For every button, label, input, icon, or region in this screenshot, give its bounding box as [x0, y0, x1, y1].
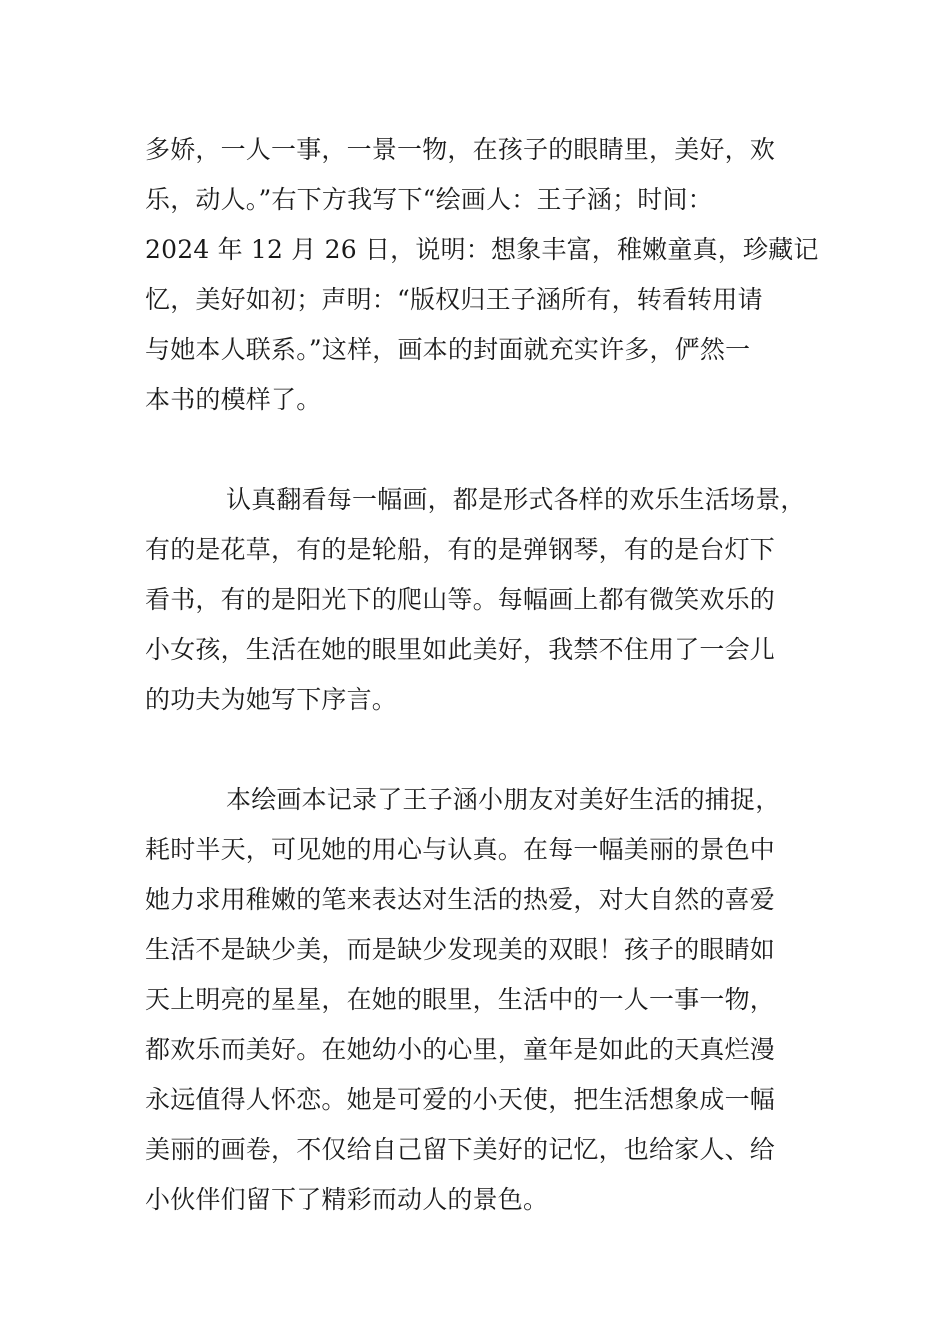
- paragraph-1-line-6: 本书的模样了。: [145, 385, 322, 414]
- paragraph-1-line-2: 乐，动人。”右下方我写下“绘画人：王子涵；时间：: [145, 185, 713, 214]
- paragraph-1-line-5: 与她本人联系。”这样，画本的封面就充实许多，俨然一: [145, 335, 751, 364]
- paragraph-3-line-6: 都欢乐而美好。在她幼小的心里，童年是如此的天真烂漫: [145, 1035, 776, 1064]
- paragraph-3-line-8: 美丽的画卷，不仅给自己留下美好的记忆，也给家人、给: [145, 1135, 776, 1164]
- paragraph-1-line-1: 多娇，一人一事，一景一物，在孩子的眼睛里，美好，欢: [145, 135, 776, 164]
- paragraph-3-line-7: 永远值得人怀恋。她是可爱的小天使，把生活想象成一幅: [145, 1085, 776, 1114]
- paragraph-1-line-3: 2024 年 12 月 26 日，说明：想象丰富，稚嫩童真，珍藏记: [145, 235, 819, 264]
- paragraph-2-line-5: 的功夫为她写下序言。: [145, 685, 398, 714]
- paragraph-2-line-4: 小女孩，生活在她的眼里如此美好，我禁不住用了一会儿: [145, 635, 776, 664]
- paragraph-2-line-1: 认真翻看每一幅画，都是形式各样的欢乐生活场景，: [226, 485, 806, 514]
- paragraph-3-line-1: 本绘画本记录了王子涵小朋友对美好生活的捕捉，: [226, 785, 781, 814]
- paragraph-3-line-3: 她力求用稚嫩的笔来表达对生活的热爱，对大自然的喜爱: [145, 885, 776, 914]
- paragraph-3-line-5: 天上明亮的星星，在她的眼里，生活中的一人一事一物，: [145, 985, 776, 1014]
- paragraph-3-line-4: 生活不是缺少美，而是缺少发现美的双眼！孩子的眼睛如: [145, 935, 776, 964]
- paragraph-2-line-2: 有的是花草，有的是轮船，有的是弹钢琴，有的是台灯下: [145, 535, 776, 564]
- paragraph-3-line-2: 耗时半天，可见她的用心与认真。在每一幅美丽的景色中: [145, 835, 776, 864]
- paragraph-2-line-3: 看书，有的是阳光下的爬山等。每幅画上都有微笑欢乐的: [145, 585, 776, 614]
- paragraph-3-line-9: 小伙伴们留下了精彩而动人的景色。: [145, 1185, 549, 1214]
- paragraph-1-line-4: 忆，美好如初；声明：“版权归王子涵所有，转看转用请: [145, 285, 763, 314]
